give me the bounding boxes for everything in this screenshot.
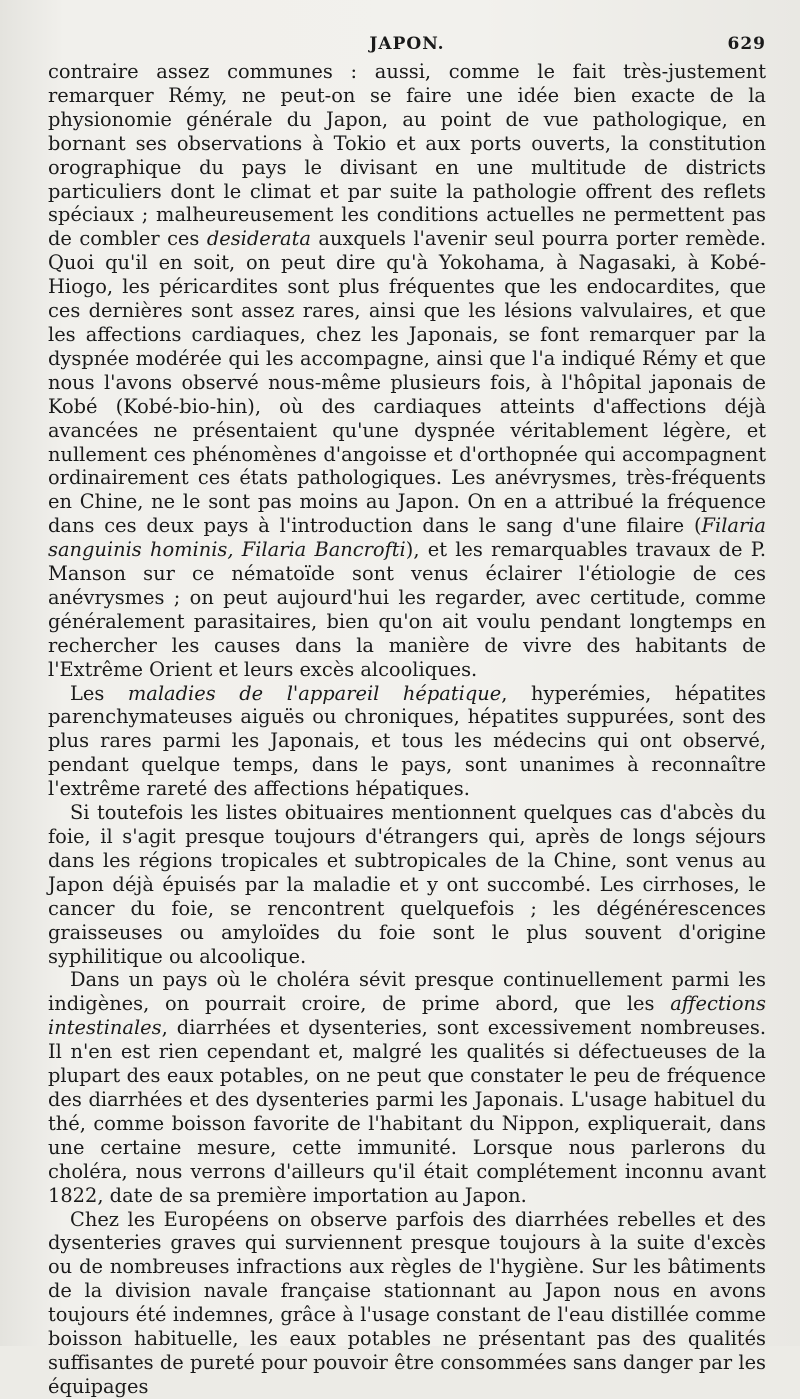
paragraph-1: contraire assez communes : aussi, comme le fait très-justement remarquer Rémy, ne peut-on se faire une idée bien exacte de la physionomie générale du Japon, au point de vue pathologique, en bornant ses observations à Tokio et aux ports ouverts, la constitution orographique du pays le divisant en une multitude de districts particuliers dont le climat et par suite la pathologie offrent des reflets spéciaux ; malheureusement les conditions actuelles ne permettent pas de combler ces desiderata auxquels l'avenir seul pourra porter remède. Quoi qu'il en soit, on peut dire qu'à Yokohama, à Nagasaki, à Kobé-Hiogo, les péricardites sont plus fréquentes que les endocardites, que ces dernières sont assez rares, ainsi que les lésions valvulaires, et que les affections cardiaques, chez les Japonais, se font remarquer par la dyspnée modérée qui les accompagne, ainsi que l'a indiqué Rémy et que nous l'avons observé nous-même plusieurs fois, à l'hôpital japonais de Kobé (Kobé-bio-hin), où des cardiaques atteints d'affections déjà avancées ne présentaient qu'une dyspnée véritablement légère, et nullement ces phénomènes d'angoisse et d'orthopnée qui accompagnent ordinairement ces états pathologiques. Les anévrysmes, très-fréquents en Chine, ne le sont pas moins au Japon. On en a attribué la fréquence dans ces deux pays à l'introduction dans le sang d'une filaire (Filaria sanguinis hominis, Filaria Bancrofti), et les remarquables travaux de P. Manson sur ce nématoïde sont venus éclairer l'étiologie de ces anévrysmes ; on peut aujourd'hui les regarder, avec certitude, comme généralement parasitaires, bien qu'on ait voulu pendant longtemps en rechercher les causes dans la manière de vivre des habitants de l'Extrême Orient et leurs excès alcooliques. <box>48 60 766 681</box>
paragraph-4: Dans un pays où le choléra sévit presque continuellement parmi les indigènes, on pourrait croire, de prime abord, que les affections intestinales, diarrhées et dysenteries, sont excessivement nombreuses. Il n'en est rien cependant et, malgré les qualités si défectueuses de la plupart des eaux potables, on ne peut que constater le peu de fréquence des diarrhées et des dysenteries parmi les Japonais. L'usage habituel du thé, comme boisson favorite de l'habitant du Nippon, expliquerait, dans une certaine mesure, cette immunité. Lorsque nous parlerons du choléra, nous verrons d'ailleurs qu'il était complétement inconnu avant 1822, date de sa première importation au Japon. <box>48 968 766 1207</box>
body-text <box>48 60 766 1399</box>
italic-term: desiderata <box>206 227 311 251</box>
running-title: JAPON. <box>369 34 445 54</box>
italic-term: Filaria sanguinis hominis, Filaria Bancrofti <box>48 514 766 562</box>
paragraph-3: Si toutefois les listes obituaires mentionnent quelques cas d'abcès du foie, il s'agit presque toujours d'étrangers qui, après de longs séjours dans les régions tropicales et subtropicales de la Chine, sont venus au Japon déjà épuisés par la maladie et y ont succombé. Les cirrhoses, le cancer du foie, se rencontrent quelquefois ; les dégénérescences graisseuses ou amyloïdes du foie sont le plus souvent d'origine syphilitique ou alcoolique. <box>48 801 766 968</box>
italic-term: affections intestinales <box>48 992 766 1040</box>
running-head <box>48 30 766 60</box>
paragraph-5: Chez les Européens on observe parfois des diarrhées rebelles et des dysenteries graves qui surviennent presque toujours à la suite d'excès ou de nombreuses infractions aux règles de l'hygiène. Sur les bâtiments de la division navale française stationnant au Japon nous en avons toujours été indemnes, grâce à l'usage constant de l'eau distillée comme boisson habituelle, les eaux potables ne présentant pas des qualités suffisantes de pureté pour pouvoir être consommées sans danger par les équipages <box>48 1207 766 1398</box>
page-number: 629 <box>727 34 766 54</box>
paragraph-2: Les maladies de l'appareil hépatique, hyperémies, hépatites parenchymateuses aiguës ou chroniques, hépatites suppurées, sont des plus rares parmi les Japonais, et tous les médecins qui ont observé, pendant quelque temps, dans le pays, sont unanimes à reconnaître l'extrême rareté des affections hépatiques. <box>48 681 766 801</box>
italic-term: maladies de l'appareil hépatique <box>127 681 502 705</box>
